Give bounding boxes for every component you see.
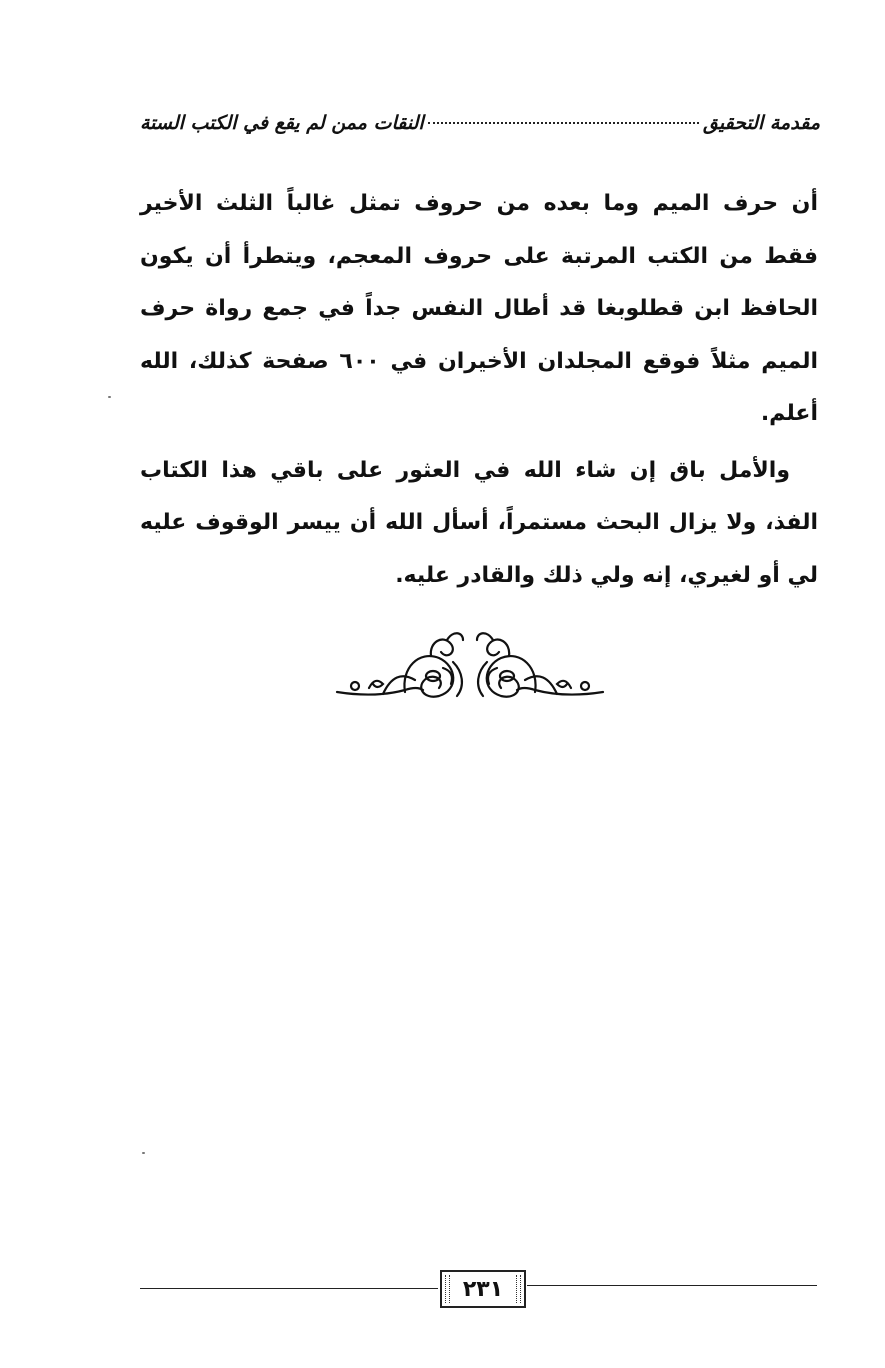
- page-number-text: ٢٣١: [462, 1276, 504, 1302]
- running-header: [140, 112, 820, 134]
- footer-rule-left: [140, 1288, 438, 1289]
- footer-rule-right: [527, 1285, 817, 1286]
- paragraph-1: أن حرف الميم وما بعده من حروف تمثل غالباً الثلث الأخير فقط من الكتب المرتبة على حروف المعجم، ويتطرأ أن يكون الحافظ ابن قطلوبغا قد أطال النفس جداً في جمع رواة حرف الميم مثلاً فوقع المجلدان الأخيران في ٦٠٠ صفحة كذلك، الله أعلم.: [140, 191, 819, 426]
- scan-speck: [108, 396, 111, 398]
- page-number: [440, 1270, 526, 1308]
- section-title: مقدمة التحقيق: [703, 112, 820, 134]
- paragraph-2: والأمل باق إن شاء الله في العثور على باقي هذا الكتاب الفذ، ولا يزال البحث مستمراً، أسأل الله أن ييسر الوقوف عليه لي أو لغيري، إنه ولي ذلك والقادر عليه.: [140, 457, 818, 588]
- header-dot-leader: [428, 122, 699, 124]
- running-title: النقات ممن لم يقع في الكتب الستة: [140, 112, 424, 134]
- scan-speck: [142, 1152, 145, 1154]
- floral-divider-icon: [335, 628, 605, 704]
- body-text: [140, 178, 818, 602]
